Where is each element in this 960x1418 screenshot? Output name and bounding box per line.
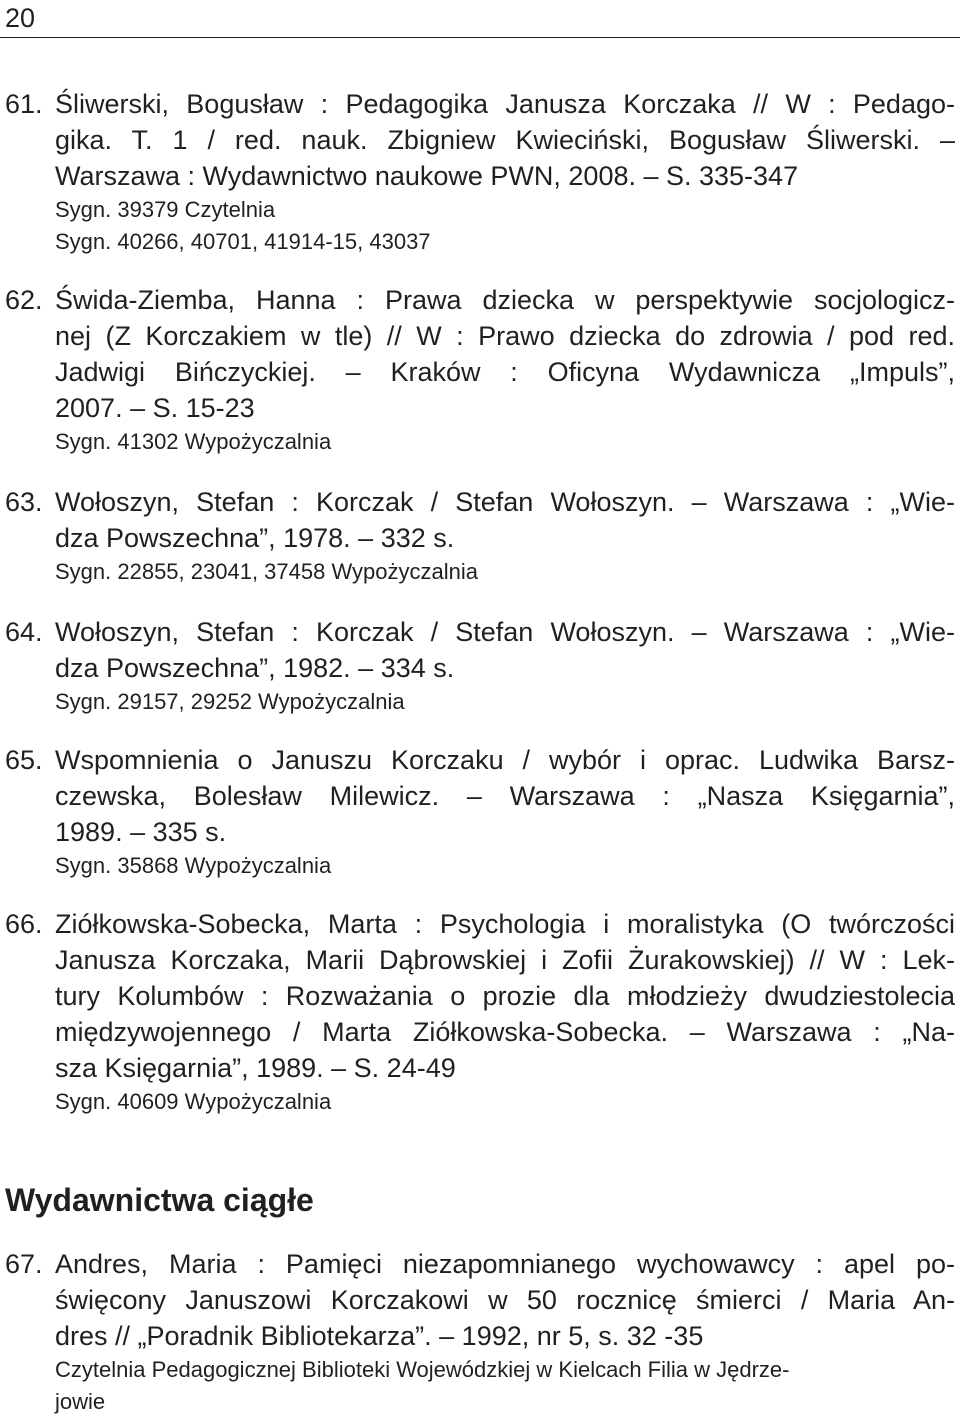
call-number: Sygn. 22855, 23041, 37458 Wypożyczalnia [55, 559, 478, 584]
call-number: Sygn. 41302 Wypożyczalnia [55, 429, 332, 454]
entry-line: międzywojennego / Marta Ziółkowska-Sobecka. – Warszawa : „Na- [55, 1017, 955, 1047]
bibliography-entry [5, 484, 955, 588]
bibliography-entry [5, 1246, 955, 1418]
entry-line: nej (Z Korczakiem w tle) // W : Prawo dziecka do zdrowia / pod red. [55, 321, 955, 351]
holding-note: Czytelnia Pedagogicznej Biblioteki Wojewódzkiej w Kielcach Filia w Jędrze- [55, 1357, 790, 1382]
entry-line: tury Kolumbów : Rozważania o prozie dla młodzieży dwudziestolecia [55, 981, 955, 1011]
entry-line: święcony Januszowi Korczakowi w 50 rocznicę śmierci / Maria An- [55, 1285, 955, 1315]
call-number: Sygn. 29157, 29252 Wypożyczalnia [55, 689, 405, 714]
call-number: Sygn. 39379 Czytelnia [55, 197, 276, 222]
entry-line: Warszawa : Wydawnictwo naukowe PWN, 2008. – S. 335-347 [55, 161, 799, 191]
entry-line: 2007. – S. 15-23 [55, 393, 255, 423]
entry-line: dza Powszechna”, 1978. – 332 s. [55, 523, 455, 553]
bibliography-entry [5, 282, 955, 458]
entry-line: Jadwigi Bińczyckiej. – Kraków : Oficyna Wydawnicza „Impuls”, [55, 357, 955, 387]
entry-line: dres // „Poradnik Bibliotekarza”. – 1992, nr 5, s. 32 -35 [55, 1321, 704, 1351]
entry-number: 63. [5, 487, 43, 517]
bibliography-entry [5, 742, 955, 882]
entry-line: sza Księgarnia”, 1989. – S. 24-49 [55, 1053, 456, 1083]
header-rule [0, 37, 960, 38]
call-number: Sygn. 40609 Wypożyczalnia [55, 1089, 332, 1114]
entry-line: czewska, Bolesław Milewicz. – Warszawa : „Nasza Księgarnia”, [55, 781, 955, 811]
call-number: Sygn. 40266, 40701, 41914-15, 43037 [55, 229, 431, 254]
entry-line: Wołoszyn, Stefan : Korczak / Stefan Wołoszyn. – Warszawa : „Wie- [55, 617, 955, 647]
entry-line: dza Powszechna”, 1982. – 334 s. [55, 653, 455, 683]
entry-line: gika. T. 1 / red. nauk. Zbigniew Kwieciński, Bogusław Śliwerski. – [55, 125, 955, 155]
entry-line: Ziółkowska-Sobecka, Marta : Psychologia i moralistyka (O twórczości [55, 909, 955, 939]
entry-line: Świda-Ziemba, Hanna : Prawa dziecka w perspektywie socjologicz- [55, 285, 955, 315]
entry-line: Śliwerski, Bogusław : Pedagogika Janusza Korczaka // W : Pedago- [55, 89, 955, 119]
bibliography-entry [5, 86, 955, 258]
entry-line: 1989. – 335 s. [55, 817, 227, 847]
bibliography-entry [5, 614, 955, 718]
entry-line: Andres, Maria : Pamięci niezapomnianego wychowawcy : apel po- [55, 1249, 955, 1279]
call-number: Sygn. 35868 Wypożyczalnia [55, 853, 332, 878]
entry-number: 62. [5, 285, 43, 315]
section-title: Wydawnictwa ciągłe [5, 1182, 314, 1218]
holding-note: jowie [55, 1389, 106, 1414]
entry-line: Wspomnienia o Januszu Korczaku / wybór i oprac. Ludwika Barsz- [55, 745, 955, 775]
entry-number: 65. [5, 745, 43, 775]
entry-line: Wołoszyn, Stefan : Korczak / Stefan Wołoszyn. – Warszawa : „Wie- [55, 487, 955, 517]
entry-line: Janusza Korczaka, Marii Dąbrowskiej i Zofii Żurakowskiej) // W : Lek- [55, 945, 955, 975]
entry-number: 61. [5, 89, 43, 119]
entry-number: 64. [5, 617, 43, 647]
bibliography-entry [5, 906, 955, 1118]
entry-number: 67. [5, 1249, 43, 1279]
page-number: 20 [5, 3, 36, 33]
entry-number: 66. [5, 909, 43, 939]
